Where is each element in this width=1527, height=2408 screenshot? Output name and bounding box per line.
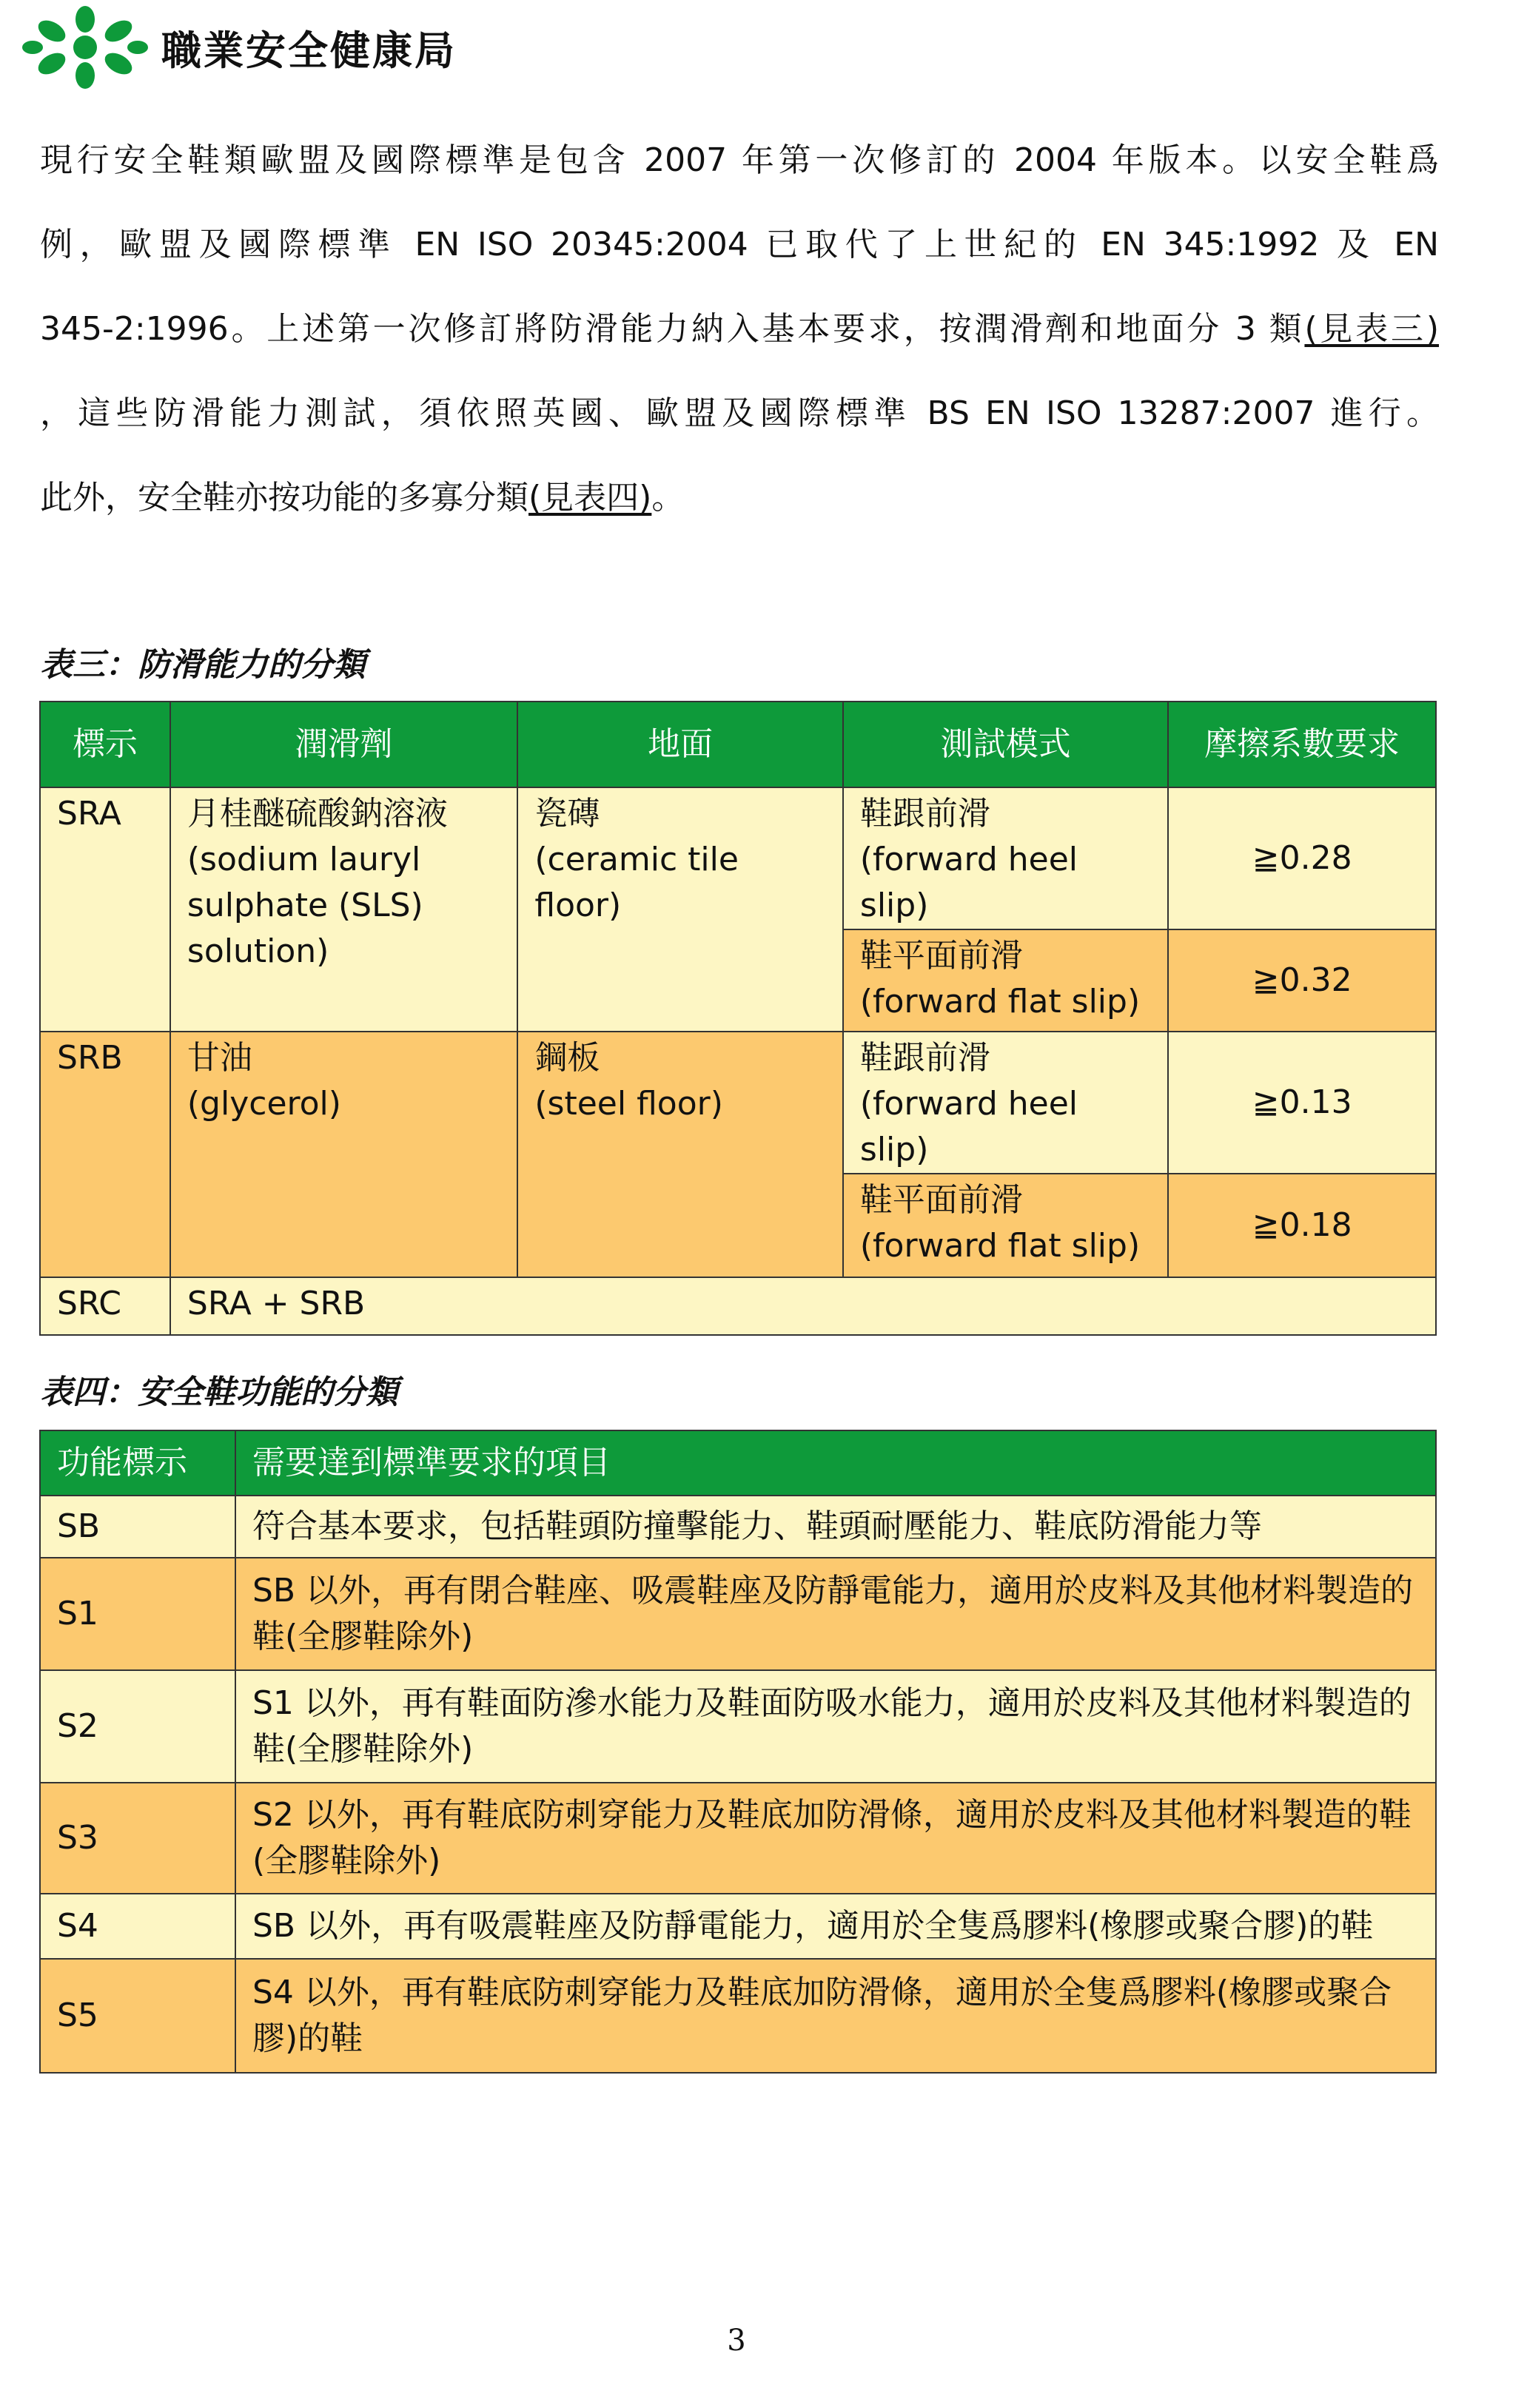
friction-value: ≧0.13 — [1168, 1032, 1436, 1174]
lubricant-en: solution) — [187, 932, 329, 970]
slip-resistance-table — [39, 701, 1437, 1336]
intro-paragraph — [40, 118, 1439, 540]
link-table3[interactable]: (見表三) — [1304, 310, 1439, 348]
floor-en: (ceramic tile floor) — [534, 841, 739, 924]
page-number: 3 — [727, 2324, 746, 2358]
table-header-row — [40, 702, 1436, 787]
friction-value: ≧0.18 — [1168, 1174, 1436, 1277]
link-table4[interactable]: (見表四) — [528, 479, 652, 517]
floor-en: (steel floor) — [534, 1085, 723, 1123]
code-cell: SRB — [40, 1032, 170, 1277]
table-row — [40, 1032, 1436, 1174]
header-cell: 地面 — [517, 702, 843, 787]
mode-cell — [843, 1174, 1169, 1277]
mode-cell — [843, 787, 1169, 929]
code-cell: S3 — [40, 1783, 235, 1894]
lubricant-en: (glycerol) — [187, 1085, 341, 1123]
intro-line: 現行安全鞋類歐盟及國際標準是包含 2007 年第一次修訂的 2004 年版本。以安全鞋爲 — [40, 141, 1439, 179]
table-row — [40, 1496, 1436, 1558]
page-header — [22, 6, 457, 89]
header-cell: 標示 — [40, 702, 170, 787]
mode-zh: 鞋跟前滑 — [859, 795, 990, 833]
table-row — [40, 1670, 1436, 1783]
code-cell: SRA — [40, 787, 170, 1032]
table-row — [40, 1783, 1436, 1894]
intro-line — [40, 456, 1439, 540]
code-cell: S4 — [40, 1894, 235, 1959]
mode-en: (forward heel slip) — [859, 1085, 1078, 1168]
table-row — [40, 787, 1436, 929]
mode-en: (forward flat slip) — [859, 983, 1141, 1020]
table-row — [40, 1894, 1436, 1959]
desc-cell: SB 以外，再有閉合鞋座、吸震鞋座及防靜電能力，適用於皮料及其他材料製造的鞋(全膠鞋除外) — [235, 1558, 1436, 1670]
mode-zh: 鞋跟前滑 — [859, 1039, 990, 1077]
desc-cell: S1 以外，再有鞋面防滲水能力及鞋面防吸水能力，適用於皮料及其他材料製造的鞋(全膠鞋除外) — [235, 1670, 1436, 1783]
table-header-row — [40, 1430, 1436, 1496]
friction-value: ≧0.32 — [1168, 929, 1436, 1032]
table-row — [40, 1277, 1436, 1335]
header-cell: 摩擦系數要求 — [1168, 702, 1436, 787]
code-cell: SRC — [40, 1277, 170, 1335]
lubricant-en: sulphate (SLS) — [187, 887, 423, 924]
desc-cell: SB 以外，再有吸震鞋座及防靜電能力，適用於全隻爲膠料(橡膠或聚合膠)的鞋 — [235, 1894, 1436, 1959]
floor-cell — [517, 787, 843, 1032]
desc-cell: S4 以外，再有鞋底防刺穿能力及鞋底加防滑條，適用於全隻爲膠料(橡膠或聚合膠)的鞋 — [235, 1959, 1436, 2073]
lubricant-zh: 甘油 — [187, 1039, 252, 1077]
src-desc-cell: SRA + SRB — [170, 1277, 1436, 1335]
lubricant-zh: 月桂醚硫酸鈉溶液 — [187, 795, 448, 833]
mode-cell — [843, 929, 1169, 1032]
mode-cell — [843, 1032, 1169, 1174]
header-cell: 需要達到標準要求的項目 — [235, 1430, 1436, 1496]
floor-cell — [517, 1032, 843, 1277]
mode-zh: 鞋平面前滑 — [859, 937, 1023, 975]
header-cell: 測試模式 — [843, 702, 1169, 787]
table3-caption: 表三：防滑能力的分類 — [40, 646, 366, 684]
intro-text: 345-2:1996。上述第一次修訂將防滑能力納入基本要求，按潤滑劑和地面分 3 類 — [40, 310, 1305, 348]
lubricant-en: (sodium lauryl — [187, 841, 421, 878]
intro-text: 此外，安全鞋亦按功能的多寡分類 — [40, 479, 528, 517]
code-cell: S1 — [40, 1558, 235, 1670]
mode-en: (forward heel slip) — [859, 841, 1078, 924]
function-class-table — [39, 1430, 1437, 2074]
intro-line: 例，歐盟及國際標準 EN ISO 20345:2004 已取代了上世紀的 EN 345:1992 及 EN — [40, 226, 1439, 263]
floor-zh: 瓷磚 — [534, 795, 600, 833]
table4-caption: 表四：安全鞋功能的分類 — [40, 1373, 398, 1411]
intro-line — [40, 287, 1439, 371]
lubricant-cell — [170, 1032, 517, 1277]
org-name: 職業安全健康局 — [161, 26, 457, 74]
code-cell: SB — [40, 1496, 235, 1558]
lubricant-cell — [170, 787, 517, 1032]
code-cell: S2 — [40, 1670, 235, 1783]
code-cell: S5 — [40, 1959, 235, 2073]
header-cell: 潤滑劑 — [170, 702, 517, 787]
table-row — [40, 1959, 1436, 2073]
desc-cell: S2 以外，再有鞋底防刺穿能力及鞋底加防滑條，適用於皮料及其他材料製造的鞋(全膠鞋除外) — [235, 1783, 1436, 1894]
desc-cell: 符合基本要求，包括鞋頭防撞擊能力、鞋頭耐壓能力、鞋底防滑能力等 — [235, 1496, 1436, 1558]
mode-en: (forward flat slip) — [859, 1227, 1141, 1265]
header-cell: 功能標示 — [40, 1430, 235, 1496]
mode-zh: 鞋平面前滑 — [859, 1181, 1023, 1219]
floor-zh: 鋼板 — [534, 1039, 600, 1077]
intro-punct: 。 — [651, 479, 685, 517]
oshc-logo-icon — [22, 6, 148, 89]
table-row — [40, 1558, 1436, 1670]
intro-line: ，這些防滑能力測試，須依照英國、歐盟及國際標準 BS EN ISO 13287:2007 進行。 — [40, 394, 1439, 432]
friction-value: ≧0.28 — [1168, 787, 1436, 929]
